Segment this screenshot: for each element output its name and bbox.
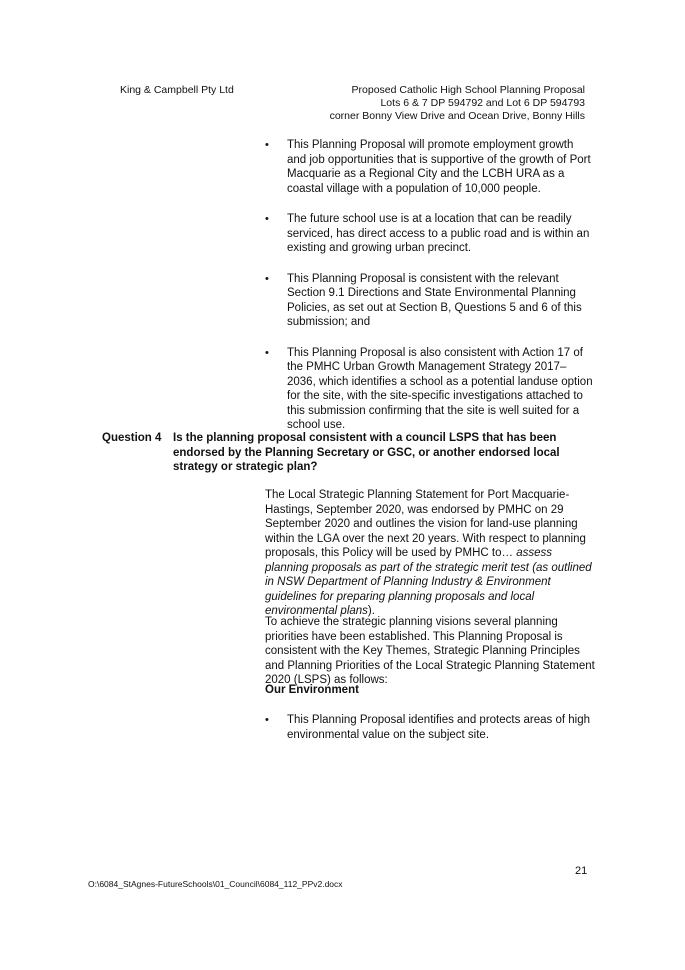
list-item-text: This Planning Proposal identifies and protects areas of high environmental value on the subject site. bbox=[287, 714, 591, 741]
lsps-paragraph-italic: assess planning proposals as part of the strategic merit test (as outlined in NSW Department of Planning Industry & Environment guidelines for preparing planning proposals and local environmental plans bbox=[265, 547, 592, 617]
header-project-title: Proposed Catholic High School Planning Proposal bbox=[351, 84, 585, 96]
list-item-text: The future school use is at a location that can be readily serviced, has direct access to a public road and is within an existing and growing urban precinct. bbox=[287, 213, 590, 254]
list-item bbox=[265, 272, 595, 330]
list-item bbox=[265, 346, 595, 433]
question-text: Is the planning proposal consistent with a council LSPS that has been endorsed by the Planning Secretary or GSC, or another endorsed local strategy or strategic plan? bbox=[173, 432, 560, 473]
list-item-text: This Planning Proposal is consistent with the relevant Section 9.1 Directions and State Environmental Planning Policies, as set out at Section B, Questions 5 and 6 of this submission; and bbox=[287, 272, 582, 328]
bullet-icon: • bbox=[265, 272, 269, 285]
bullet-list-top bbox=[265, 138, 595, 449]
lsps-paragraph-end: ). bbox=[367, 605, 375, 617]
list-item bbox=[265, 713, 595, 742]
page-number: 21 bbox=[575, 865, 588, 877]
bullet-icon: • bbox=[265, 213, 269, 225]
lsps-paragraph-text: The Local Strategic Planning Statement for Port Macquarie-Hastings, September 2020, was endorsed by PMHC on 29 September 2020 and outlines the vision for land-use planning within the LGA over the next 20 years. With respect to planning proposals, this Policy will be used by PMHC to… bbox=[265, 489, 586, 559]
header-lots: Lots 6 & 7 DP 594792 and Lot 6 DP 594793 bbox=[380, 97, 585, 109]
footer-file-path: O:\6084_StAgnes-FutureSchools\01_Council\6084_112_PPv2.docx bbox=[88, 879, 343, 889]
lsps-paragraph bbox=[265, 488, 595, 619]
question-label: Question 4 bbox=[102, 432, 162, 444]
section-subheading: Our Environment bbox=[265, 684, 359, 696]
bullet-icon: • bbox=[265, 139, 269, 151]
bullet-icon: • bbox=[265, 346, 269, 359]
list-item-text: This Planning Proposal is also consistent with Action 17 of the PMHC Urban Growth Management Strategy 2017–2036, which identifies a school as a potential landuse option for the site, with the site-specific investigations attached to this submission confirming that the site is well suited for a school use. bbox=[287, 346, 593, 431]
header-address: corner Bonny View Drive and Ocean Drive, Bonny Hills bbox=[329, 110, 585, 122]
priorities-paragraph: To achieve the strategic planning visions several planning priorities have been established. This Planning Proposal is consistent with the Key Themes, Strategic Planning Principles and Planning Priorities of the Local Strategic Planning Statement 2020 (LSPS) as follows: bbox=[265, 616, 595, 686]
header-project-info bbox=[330, 84, 585, 123]
list-item bbox=[265, 138, 595, 196]
bullet-list-bottom bbox=[265, 713, 595, 742]
list-item-text: This Planning Proposal will promote employment growth and job opportunities that is supportive of the growth of Port Macquarie as a Regional City and the LCBH URA as a coastal village with a population of 10,000 people. bbox=[287, 139, 591, 195]
list-item bbox=[265, 212, 595, 256]
bullet-icon: • bbox=[265, 714, 269, 726]
header-company: King & Campbell Pty Ltd bbox=[120, 84, 234, 96]
